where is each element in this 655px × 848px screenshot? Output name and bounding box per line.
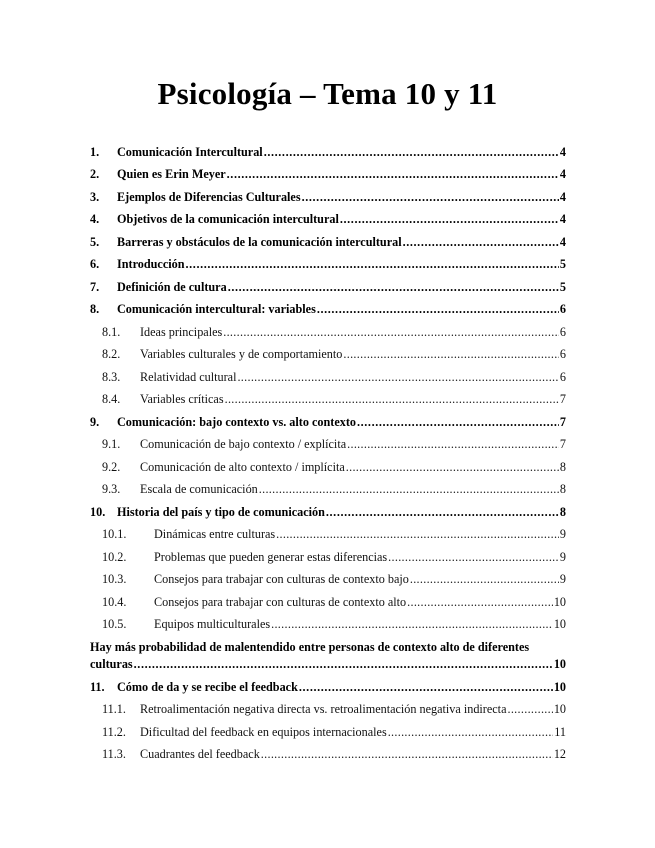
toc-leader (223, 324, 559, 340)
toc-entry-page: 9 (559, 527, 566, 541)
toc-subentry[interactable] (90, 616, 566, 638)
toc-leader (261, 746, 553, 762)
toc-entry-label: Relatividad cultural (140, 370, 237, 384)
toc-entry[interactable] (90, 679, 566, 701)
toc-entry-page: 5 (559, 280, 566, 294)
toc-subentry[interactable] (90, 571, 566, 593)
toc-leader (271, 616, 553, 632)
toc-leader (228, 279, 559, 295)
toc-leader (264, 144, 559, 160)
toc-entry[interactable] (90, 256, 566, 278)
toc-entry-page: 10 (553, 702, 566, 716)
toc-entry-label: Retroalimentación negativa directa vs. retroalimentación negativa indirecta (140, 702, 507, 716)
toc-entry-label: Ideas principales (140, 325, 223, 339)
toc-entry-page: 10 (553, 680, 566, 694)
toc-leader (227, 166, 559, 182)
toc-entry-page: 4 (559, 167, 566, 181)
toc-leader (186, 256, 559, 272)
toc-entry-label: Equipos multiculturales (154, 617, 271, 631)
toc-entry-page: 6 (559, 302, 566, 316)
toc-entry-label: Dificultad del feedback en equipos internacionales (140, 725, 387, 739)
toc-entry-page: 7 (559, 437, 566, 451)
toc-entry[interactable] (90, 144, 566, 166)
toc-subentry[interactable] (90, 526, 566, 548)
toc-subentry[interactable] (90, 549, 566, 571)
toc-entry-number: 8.2. (102, 347, 121, 361)
toc-entry[interactable] (90, 189, 566, 211)
toc-subentry[interactable] (90, 346, 566, 368)
toc-leader (134, 656, 553, 673)
toc-entry-number: 11.3. (102, 747, 126, 761)
toc-entry-number: 10.4. (102, 595, 127, 609)
toc-subentry[interactable] (90, 746, 566, 768)
toc-leader (343, 346, 559, 362)
toc-entry-number: 9. (90, 415, 100, 429)
toc-entry-label: Introducción (117, 257, 185, 271)
toc-entry-page: 8 (559, 482, 566, 496)
toc-entry-number: 1. (90, 145, 100, 159)
toc-entry-page: 4 (559, 212, 566, 226)
toc-entry-page: 9 (559, 572, 566, 586)
toc-entry-number: 10.2. (102, 550, 127, 564)
toc-entry-number: 8.3. (102, 370, 121, 384)
toc-leader (317, 301, 559, 317)
toc-entry-number: 11.2. (102, 725, 126, 739)
toc-entry-number: 8.4. (102, 392, 121, 406)
toc-entry-number: 4. (90, 212, 100, 226)
toc-leader (259, 481, 559, 497)
toc-leader (388, 549, 559, 565)
toc-entry-label: Barreras y obstáculos de la comunicación intercultural (117, 235, 402, 249)
toc-entry-page: 6 (559, 325, 566, 339)
toc-entry-label: Problemas que pueden generar estas diferencias (154, 550, 388, 564)
toc-entry-page: 10 (553, 595, 566, 609)
toc-subentry[interactable] (90, 459, 566, 481)
toc-entry-page: 10 (553, 617, 566, 631)
toc-entry-label: Cuadrantes del feedback (140, 747, 260, 761)
toc-entry-page: 10 (553, 657, 566, 671)
toc-entry-label: Comunicación: bajo contexto vs. alto contexto (117, 415, 356, 429)
toc-leader (410, 571, 559, 587)
toc-entry-number: 9.3. (102, 482, 121, 496)
toc-entry-label: Definición de cultura (117, 280, 227, 294)
toc-subentry[interactable] (90, 391, 566, 413)
toc-subentry[interactable] (90, 369, 566, 391)
toc-entry[interactable] (90, 301, 566, 323)
toc-entry-number: 10.5. (102, 617, 127, 631)
toc-entry[interactable] (90, 504, 566, 526)
toc-entry-page: 4 (559, 235, 566, 249)
toc-leader (357, 414, 559, 430)
toc-entry-number: 3. (90, 190, 100, 204)
toc-entry-label: Escala de comunicación (140, 482, 258, 496)
toc-entry-number: 9.1. (102, 437, 121, 451)
toc-entry-number: 6. (90, 257, 100, 271)
toc-entry-label: Comunicación intercultural: variables (117, 302, 316, 316)
toc-entry-page: 6 (559, 370, 566, 384)
toc-entry-multiline[interactable] (90, 639, 566, 673)
toc-entry-page: 4 (559, 190, 566, 204)
toc-leader (276, 526, 559, 542)
toc-entry-page: 7 (559, 415, 566, 429)
toc-entry-page: 4 (559, 145, 566, 159)
toc-entry-label: Hay más probabilidad de malentendido entre personas de contexto alto de diferentes (90, 640, 530, 654)
toc-entry-label: Quien es Erin Meyer (117, 167, 226, 181)
toc-entry-number: 10.3. (102, 572, 127, 586)
toc-leader (388, 724, 554, 740)
toc-entry-number: 7. (90, 280, 100, 294)
toc-entry-label: Historia del país y tipo de comunicación (117, 505, 325, 519)
toc-leader (237, 369, 558, 385)
toc-entry-label: Variables culturales y de comportamiento (140, 347, 343, 361)
toc-entry[interactable] (90, 211, 566, 233)
toc-subentry[interactable] (90, 594, 566, 616)
toc-leader (507, 701, 552, 717)
toc-entry-page: 5 (559, 257, 566, 271)
toc-leader (326, 504, 559, 520)
toc-entry-label: Comunicación de bajo contexto / explícita (140, 437, 347, 451)
toc-entry-label: Consejos para trabajar con culturas de contexto alto (154, 595, 407, 609)
toc-entry-number: 9.2. (102, 460, 121, 474)
toc-entry-page: 9 (559, 550, 566, 564)
toc-entry-label: Cómo de da y se recibe el feedback (117, 680, 298, 694)
toc-entry-page: 8 (559, 505, 566, 519)
toc-entry-label: Objetivos de la comunicación intercultural (117, 212, 339, 226)
toc-entry-label: Consejos para trabajar con culturas de contexto bajo (154, 572, 409, 586)
toc-entry-page: 11 (554, 725, 566, 739)
toc-subentry[interactable] (90, 324, 566, 346)
toc-entry-label: Dinámicas entre culturas (154, 527, 276, 541)
toc-entry-number: 11.1. (102, 702, 126, 716)
toc-entry[interactable] (90, 166, 566, 188)
toc-entry-label: Comunicación de alto contexto / implícita (140, 460, 345, 474)
toc-leader (340, 211, 559, 227)
toc-leader (347, 436, 559, 452)
toc-entry-number: 8. (90, 302, 100, 316)
toc-leader (346, 459, 559, 475)
toc-entry[interactable] (90, 279, 566, 301)
toc-subentry[interactable] (90, 481, 566, 503)
document-title: Psicología – Tema 10 y 11 (157, 76, 498, 111)
toc-entry-label: Variables críticas (140, 392, 224, 406)
toc-entry-page: 12 (553, 747, 566, 761)
toc-entry-number: 10. (90, 505, 106, 519)
toc-entry-number: 11. (90, 680, 105, 694)
toc-entry-page: 7 (559, 392, 566, 406)
toc-subentry[interactable] (90, 724, 566, 746)
toc-entry-number: 10.1. (102, 527, 127, 541)
toc-leader (225, 391, 559, 407)
toc-entry-page: 8 (559, 460, 566, 474)
toc-subentry[interactable] (90, 436, 566, 458)
toc-leader (299, 679, 553, 695)
toc-leader (403, 234, 559, 250)
toc-leader (407, 594, 553, 610)
toc-entry-number: 5. (90, 235, 100, 249)
toc-entry-page: 6 (559, 347, 566, 361)
toc-entry-number: 8.1. (102, 325, 121, 339)
toc-entry[interactable] (90, 414, 566, 436)
toc-entry-number: 2. (90, 167, 100, 181)
toc-entry-label-continued: culturas (90, 657, 133, 671)
toc-entry[interactable] (90, 234, 566, 256)
toc-entry-label: Ejemplos de Diferencias Culturales (117, 190, 301, 204)
toc-leader (302, 189, 559, 205)
toc-subentry[interactable] (90, 701, 566, 723)
toc-entry-label: Comunicación Intercultural (117, 145, 263, 159)
